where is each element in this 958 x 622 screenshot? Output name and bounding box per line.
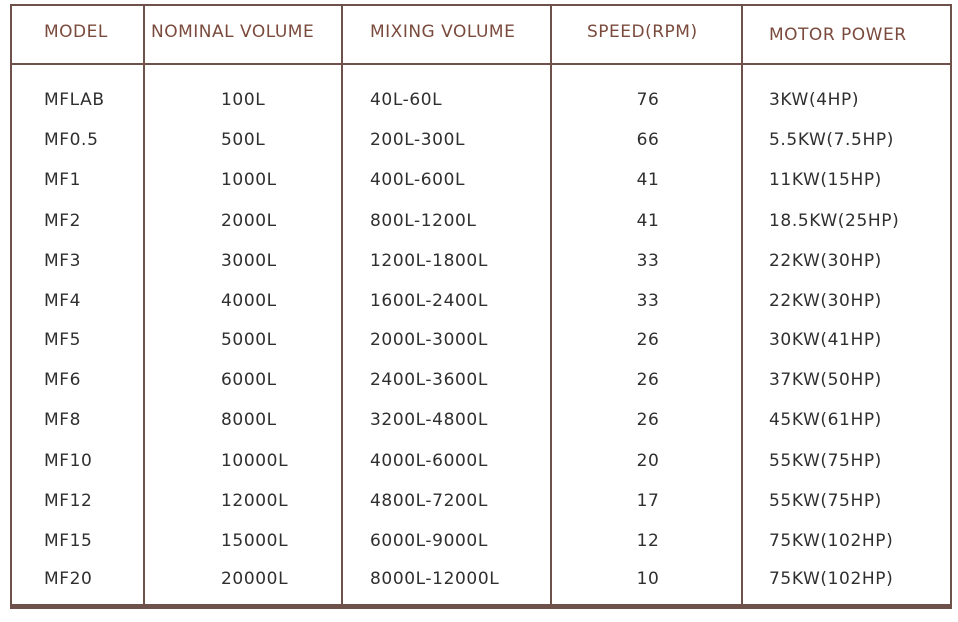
cell-speed: 66 bbox=[636, 130, 660, 150]
cell-model: MF2 bbox=[44, 211, 82, 231]
cell-nominal-volume: 4000L bbox=[221, 291, 277, 311]
header-mixing-volume: MIXING VOLUME bbox=[370, 22, 516, 42]
cell-model: MF3 bbox=[44, 251, 82, 271]
cell-motor-power: 18.5KW(25HP) bbox=[769, 211, 900, 231]
cell-nominal-volume: 3000L bbox=[221, 251, 277, 271]
cell-mixing-volume: 2000L-3000L bbox=[370, 330, 488, 350]
cell-mixing-volume: 200L-300L bbox=[370, 130, 466, 150]
cell-model: MF8 bbox=[44, 410, 82, 430]
cell-mixing-volume: 2400L-3600L bbox=[370, 370, 488, 390]
cell-model: MF4 bbox=[44, 291, 82, 311]
cell-motor-power: 30KW(41HP) bbox=[769, 330, 882, 350]
cell-model: MF12 bbox=[44, 491, 93, 511]
header-nominal-volume: NOMINAL VOLUME bbox=[151, 22, 315, 42]
cell-model: MF0.5 bbox=[44, 130, 99, 150]
cell-motor-power: 5.5KW(7.5HP) bbox=[769, 130, 894, 150]
cell-nominal-volume: 1000L bbox=[221, 170, 277, 190]
header-divider bbox=[12, 63, 950, 65]
cell-motor-power: 55KW(75HP) bbox=[769, 491, 882, 511]
cell-motor-power: 22KW(30HP) bbox=[769, 291, 882, 311]
cell-nominal-volume: 20000L bbox=[221, 569, 289, 589]
cell-mixing-volume: 6000L-9000L bbox=[370, 531, 488, 551]
cell-speed: 76 bbox=[636, 90, 660, 110]
cell-speed: 26 bbox=[636, 410, 660, 430]
cell-speed: 17 bbox=[636, 491, 660, 511]
cell-speed: 41 bbox=[636, 170, 660, 190]
cell-mixing-volume: 1200L-1800L bbox=[370, 251, 488, 271]
cell-speed: 26 bbox=[636, 370, 660, 390]
cell-nominal-volume: 500L bbox=[221, 130, 266, 150]
cell-mixing-volume: 1600L-2400L bbox=[370, 291, 488, 311]
cell-speed: 12 bbox=[636, 531, 660, 551]
cell-speed: 33 bbox=[636, 291, 660, 311]
cell-motor-power: 3KW(4HP) bbox=[769, 90, 860, 110]
cell-mixing-volume: 40L-60L bbox=[370, 90, 443, 110]
spec-table bbox=[10, 4, 952, 609]
column-divider bbox=[143, 6, 145, 604]
cell-motor-power: 45KW(61HP) bbox=[769, 410, 882, 430]
cell-mixing-volume: 400L-600L bbox=[370, 170, 466, 190]
cell-model: MF5 bbox=[44, 330, 82, 350]
cell-nominal-volume: 100L bbox=[221, 90, 266, 110]
cell-mixing-volume: 800L-1200L bbox=[370, 211, 477, 231]
cell-nominal-volume: 10000L bbox=[221, 451, 289, 471]
cell-model: MF1 bbox=[44, 170, 82, 190]
cell-nominal-volume: 5000L bbox=[221, 330, 277, 350]
cell-motor-power: 11KW(15HP) bbox=[769, 170, 882, 190]
column-divider bbox=[741, 6, 743, 604]
cell-model: MF6 bbox=[44, 370, 82, 390]
cell-nominal-volume: 12000L bbox=[221, 491, 289, 511]
cell-nominal-volume: 2000L bbox=[221, 211, 277, 231]
cell-speed: 20 bbox=[636, 451, 660, 471]
cell-mixing-volume: 3200L-4800L bbox=[370, 410, 488, 430]
cell-motor-power: 75KW(102HP) bbox=[769, 569, 894, 589]
column-divider bbox=[550, 6, 552, 604]
cell-motor-power: 22KW(30HP) bbox=[769, 251, 882, 271]
cell-motor-power: 37KW(50HP) bbox=[769, 370, 882, 390]
cell-motor-power: 55KW(75HP) bbox=[769, 451, 882, 471]
cell-model: MF10 bbox=[44, 451, 93, 471]
cell-speed: 26 bbox=[636, 330, 660, 350]
cell-mixing-volume: 4800L-7200L bbox=[370, 491, 488, 511]
cell-model: MF20 bbox=[44, 569, 93, 589]
cell-mixing-volume: 8000L-12000L bbox=[370, 569, 500, 589]
cell-mixing-volume: 4000L-6000L bbox=[370, 451, 488, 471]
cell-nominal-volume: 15000L bbox=[221, 531, 289, 551]
header-speed: SPEED(RPM) bbox=[587, 22, 698, 42]
cell-model: MFLAB bbox=[44, 90, 105, 110]
cell-speed: 10 bbox=[636, 569, 660, 589]
cell-nominal-volume: 6000L bbox=[221, 370, 277, 390]
cell-speed: 33 bbox=[636, 251, 660, 271]
cell-motor-power: 75KW(102HP) bbox=[769, 531, 894, 551]
cell-nominal-volume: 8000L bbox=[221, 410, 277, 430]
header-model: MODEL bbox=[44, 22, 108, 42]
column-divider bbox=[341, 6, 343, 604]
cell-model: MF15 bbox=[44, 531, 93, 551]
cell-speed: 41 bbox=[636, 211, 660, 231]
header-motor-power: MOTOR POWER bbox=[769, 25, 907, 45]
